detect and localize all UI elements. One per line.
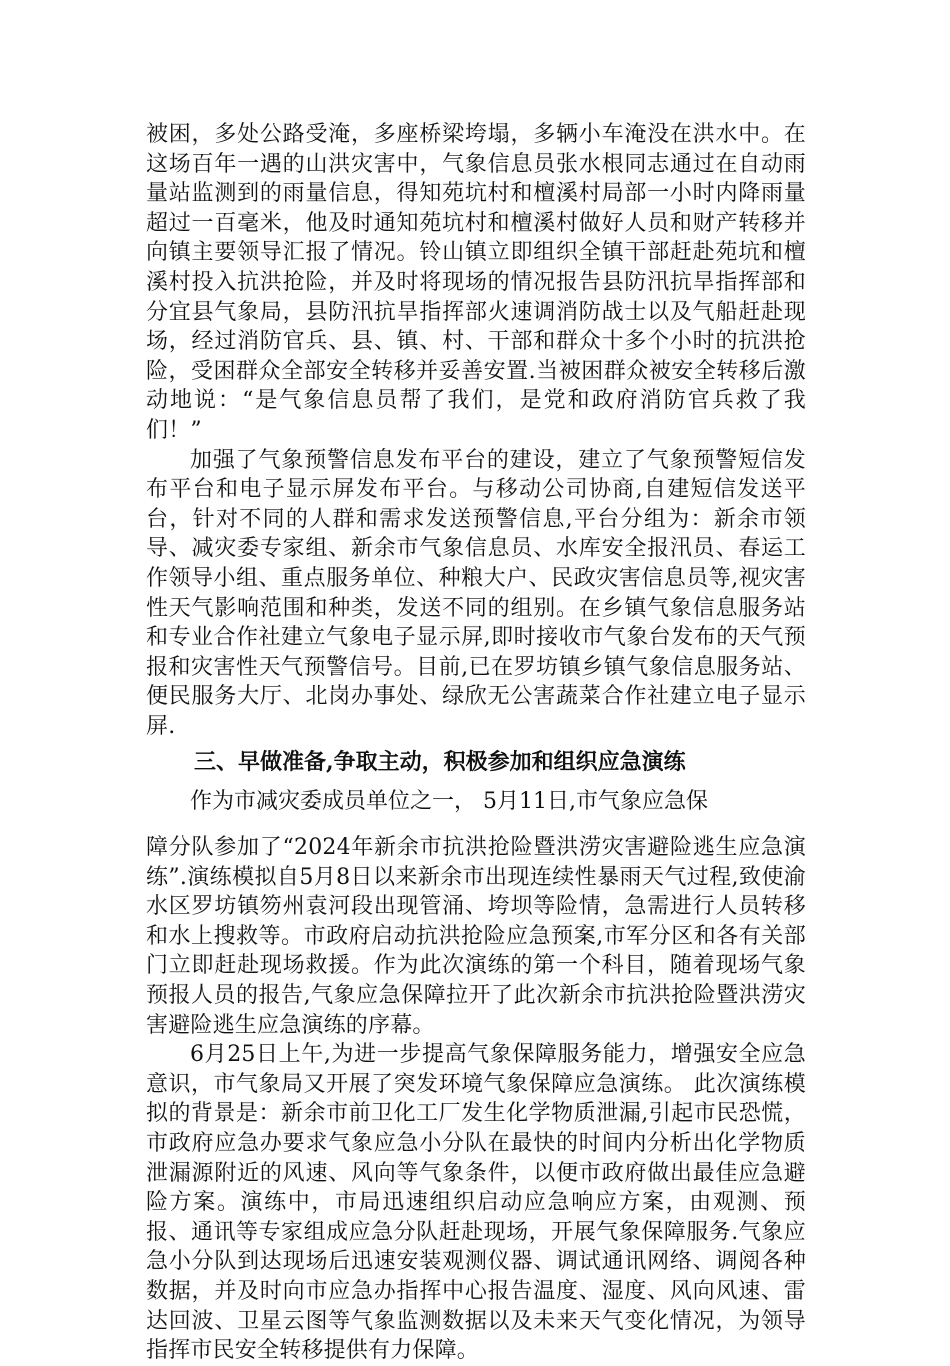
section-heading: 三、早做准备,争取主动，积极参加和组织应急演练	[194, 749, 686, 776]
document-page	[146, 120, 806, 1366]
paragraph-rescue-story: 被困，多处公路受淹，多座桥梁垮塌，多辆小车淹没在洪水中。在这场百年一遇的山洪灾害中，气象信息员张水根同志通过在自动雨量站监测到的雨量信息，得知苑坑村和檀溪村局部一小时内降雨量超过一百毫米，他及时通知苑坑村和檀溪村做好人员和财产转移并向镇主要领导汇报了情况。铃山镇立即组织全镇干部赶赴苑坑和檀溪村投入抗洪抢险，并及时将现场的情况报告县防汛抗旱指挥部和分宜县气象局，县防汛抗旱指挥部火速调消防战士以及气船赶赴现场，经过消防官兵、县、镇、村、干部和群众十多个小时的抗洪抢险，受困群众全部安全转移并妥善安置.当被困群众被安全转移后激动地说：“是气象信息员帮了我们，是党和政府消防官兵救了我们！”	[146, 122, 806, 443]
paragraph-flood-drill: 障分队参加了“2024年新余市抗洪抢险暨洪涝灾害避险逃生应急演练”.演练模拟自5月8日以来新余市出现连续性暴雨天气过程,致使渝水区罗坊镇笏州袁河段出现管涌、垮坝等险情，急需进行人员转移和水上搜救等。市政府启动抗洪抢险应急预案,市军分区和各有关部门立即赶赴现场救援。作为此次演练的第一个科目，随着现场气象预报人员的报告,气象应急保障拉开了此次新余市抗洪抢险暨洪涝灾害避险逃生应急演练的序幕。	[146, 835, 806, 1038]
paragraph-warning-platform: 加强了气象预警信息发布平台的建设，建立了气象预警短信发布平台和电子显示屏发布平台。与移动公司协商,自建短信发送平台，针对不同的人群和需求发送预警信息,平台分组为：新余市领导、减灾委专家组、新余市气象信息员、水库安全报汛员、春运工作领导小组、重点服务单位、种粮大户、民政灾害信息员等,视灾害性天气影响范围和种类，发送不同的组别。在乡镇气象信息服务站和专业合作社建立气象电子显示屏,即时接收市气象台发布的天气预报和灾害性天气预警信号。目前,已在罗坊镇乡镇气象信息服务站、便民服务大厅、北岗办事处、绿欣无公害蔬菜合作社建立电子显示屏.	[146, 447, 806, 739]
paragraph-chemical-drill: 6月25日上午,为进一步提高气象保障服务能力，增强安全应急意识，市气象局又开展了突发环境气象保障应急演练。 此次演练模拟的背景是：新余市前卫化工厂发生化学物质泄漏,引起市民恐慌，市政府应急办要求气象应急小分队在最快的时间内分析出化学物质泄漏源附近的风速、风向等气象条件，以便市政府做出最佳应急避险方案。演练中，市局迅速组织启动应急响应方案，由观测、预报、通讯等专家组成应急分队赶赴现场，开展气象保障服务.气象应急小分队到达现场后迅速安装观测仪器、调试通讯网络、调阅各种数据，并及时向市应急办指挥中心报告温度、湿度、风向风速、雷达回波、卫星云图等气象监测数据以及未来天气变化情况，为领导指挥市民安全转移提供有力保障。	[146, 1042, 806, 1364]
paragraph-lead-line: 作为市减灾委成员单位之一， 5月11日,市气象应急保	[190, 789, 708, 815]
